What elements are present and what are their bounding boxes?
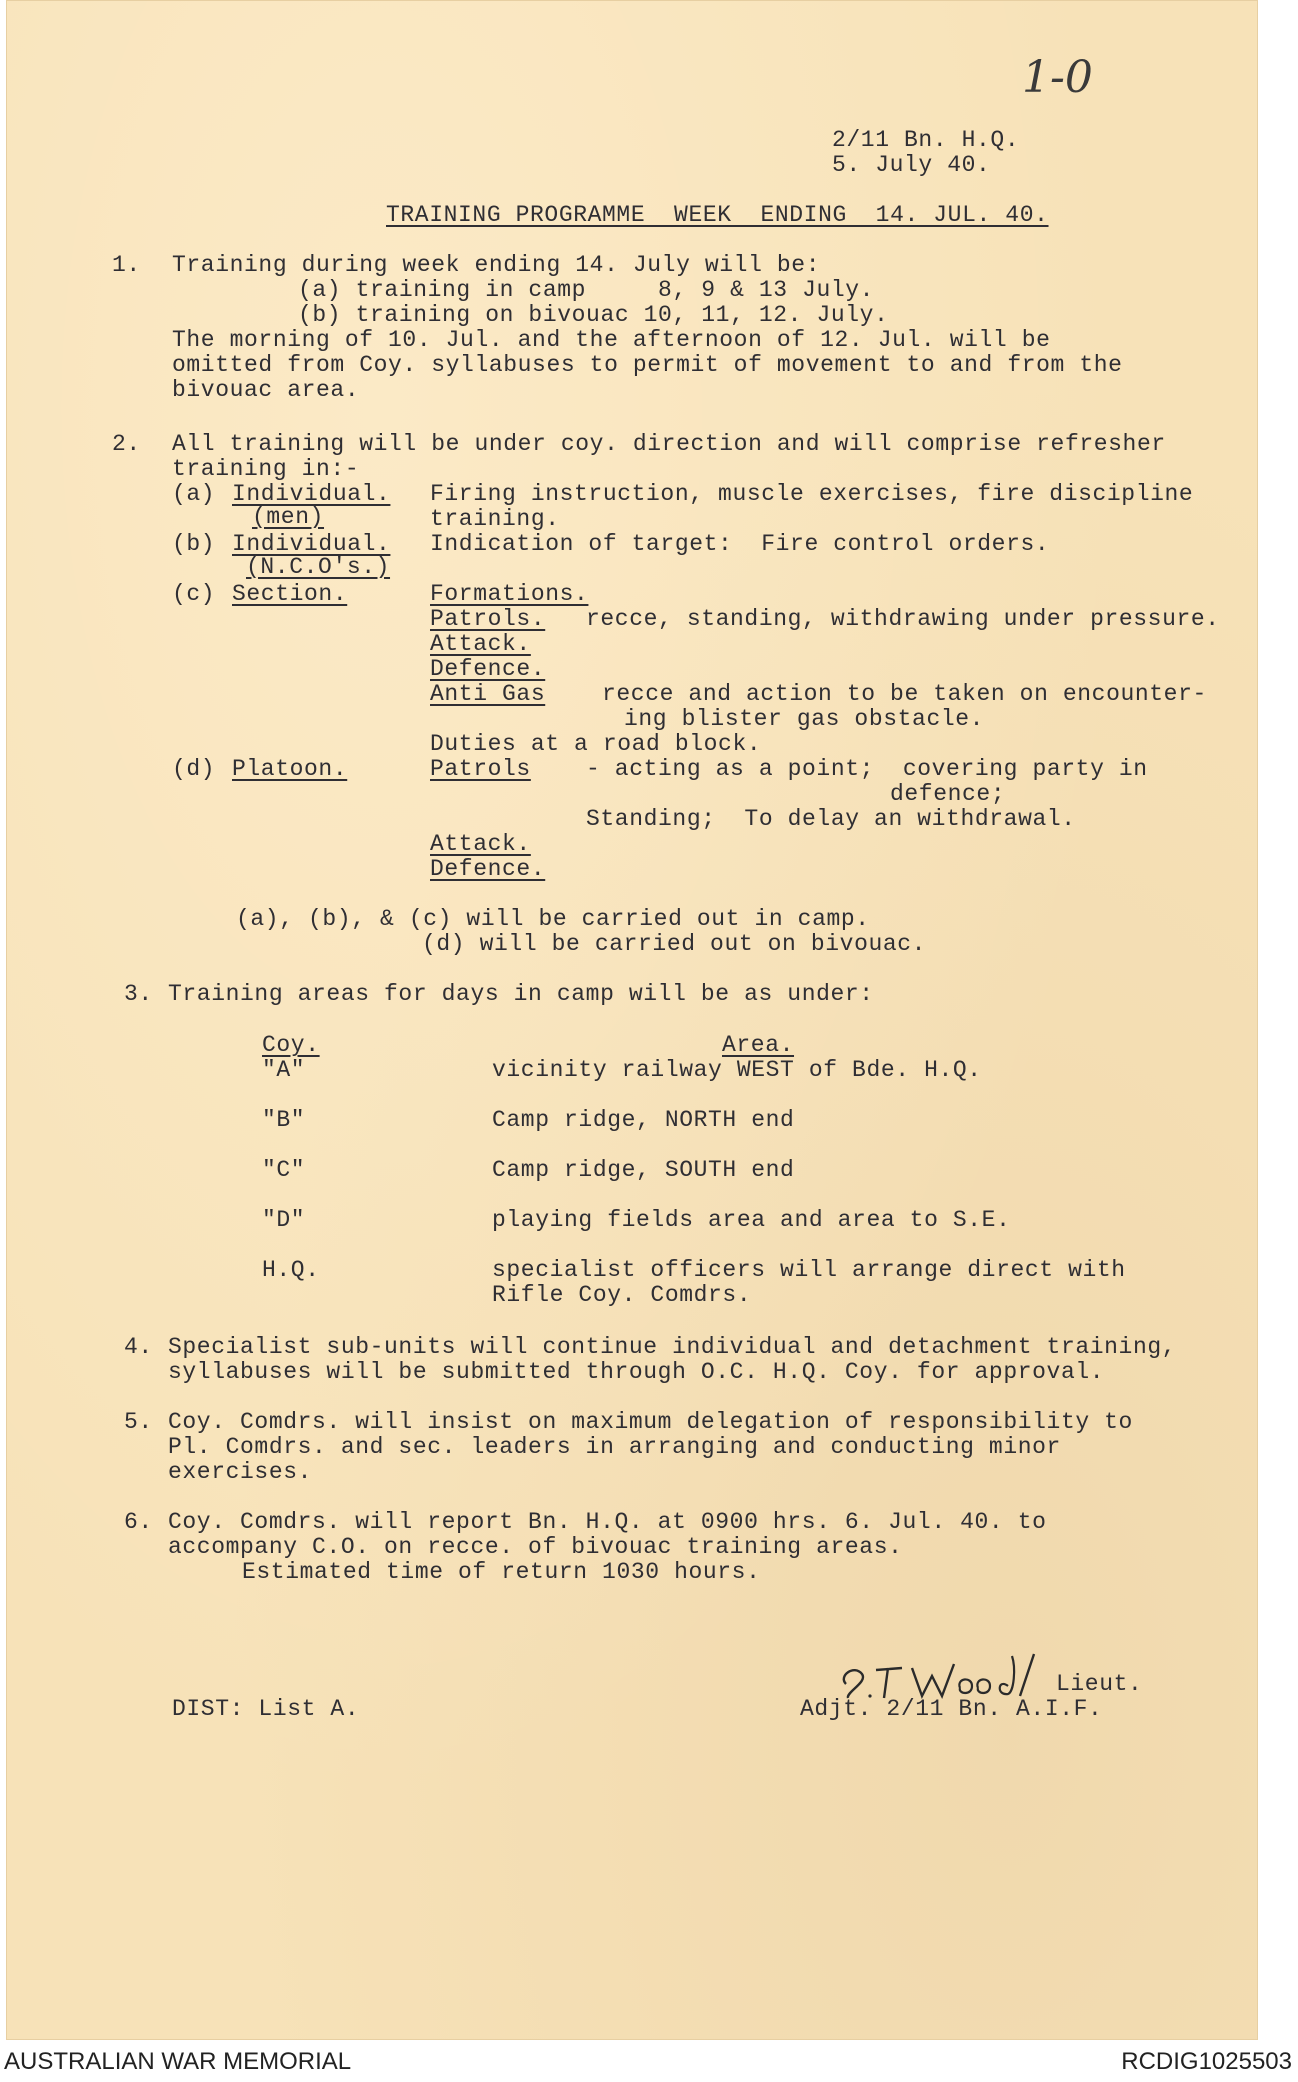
para-6-line: Coy. Comdrs. will report Bn. H.Q. at 0900 hrs. 6. Jul. 40. to [168,1509,1047,1535]
para-1-line: (a) training in camp 8, 9 & 13 July. [298,277,875,303]
document-page [6,0,1258,2040]
table-row-area: Camp ridge, NORTH end [492,1107,795,1133]
item-heading: Section. [232,581,348,607]
table-header-area: Area. [722,1032,795,1058]
item-label: (d) [172,756,216,782]
item-heading: Individual. [232,481,391,507]
para-4-line: Specialist sub-units will continue individual and detachment training, [168,1334,1177,1360]
item-text: Firing instruction, muscle exercises, fire discipline [430,481,1194,507]
table-row-coy: "D" [262,1207,306,1233]
table-row-coy: H.Q. [262,1257,320,1283]
item-label: (a) [172,481,216,507]
para-2-note: (a), (b), & (c) will be carried out in camp. [236,906,870,932]
item-subheading: Formations. [430,581,589,607]
item-subheading: Attack. [430,631,531,657]
item-text: defence; [890,781,1006,807]
para-6-line: Estimated time of return 1030 hours. [242,1559,761,1585]
para-4-line: syllabuses will be submitted through O.C. H.Q. Coy. for approval. [168,1359,1105,1385]
signatory-rank: Lieut. [1056,1671,1143,1697]
para-2-line: training in:- [172,456,360,482]
para-1-line: bivouac area. [172,377,360,403]
para-5-line: Coy. Comdrs. will insist on maximum delegation of responsibility to [168,1409,1133,1435]
item-label: (b) [172,531,216,557]
para-6-line: accompany C.O. on recce. of bivouac training areas. [168,1534,903,1560]
item-subheading: (men) [252,504,325,530]
para-5-number: 5. [124,1409,153,1435]
item-text: recce, standing, withdrawing under pressure. [586,606,1220,632]
table-row-coy: "A" [262,1057,306,1083]
table-row-area: Camp ridge, SOUTH end [492,1157,795,1183]
distribution-line: DIST: List A. [172,1696,360,1722]
para-3-line: Training areas for days in camp will be as under: [168,981,874,1007]
table-row-area: Rifle Coy. Comdrs. [492,1282,752,1308]
archive-id: RCDIG1025503 [1121,2048,1292,2075]
para-5-line: exercises. [168,1459,313,1485]
item-subheading: Defence. [430,656,546,682]
item-subheading: (N.C.O's.) [246,554,391,580]
handwritten-note: 1-0 [1022,52,1093,103]
archive-footer [0,2040,1298,2082]
para-5-line: Pl. Comdrs. and sec. leaders in arranging and conducting minor [168,1434,1061,1460]
item-text: ing blister gas obstacle. [624,706,985,732]
para-3-number: 3. [124,981,153,1007]
para-6-number: 6. [124,1509,153,1535]
para-2-note: (d) will be carried out on bivouac. [422,931,927,957]
table-header-coy: Coy. [262,1032,320,1058]
item-subheading: Anti Gas [430,681,546,707]
table-row-area: vicinity railway WEST of Bde. H.Q. [492,1057,982,1083]
para-1-number: 1. [112,252,141,278]
para-1-line: Training during week ending 14. July will be: [172,252,821,278]
table-row-coy: "B" [262,1107,306,1133]
item-text: Duties at a road block. [430,731,762,757]
page-title: TRAINING PROGRAMME WEEK ENDING 14. JUL. 40. [386,202,1049,228]
para-1-line: The morning of 10. Jul. and the afternoon of 12. Jul. will be [172,327,1051,353]
item-text: training. [430,506,560,532]
item-subheading: Attack. [430,831,531,857]
item-subheading: Patrols [430,756,531,782]
unit-heading: 2/11 Bn. H.Q. [832,127,1020,153]
item-subheading: Patrols. [430,606,546,632]
date-heading: 5. July 40. [832,152,991,178]
archive-name: AUSTRALIAN WAR MEMORIAL [4,2048,352,2075]
item-subheading: Defence. [430,856,546,882]
item-label: (c) [172,581,216,607]
table-row-area: playing fields area and area to S.E. [492,1207,1011,1233]
item-text: recce and action to be taken on encounter- [602,681,1207,707]
signatory-appointment: Adjt. 2/11 Bn. A.I.F. [800,1696,1103,1722]
para-1-line: (b) training on bivouac 10, 11, 12. July. [298,302,889,328]
table-row-area: specialist officers will arrange direct with [492,1257,1126,1283]
item-heading: Platoon. [232,756,348,782]
item-heading: Individual. [232,531,391,557]
table-row-coy: "C" [262,1157,306,1183]
para-2-line: All training will be under coy. direction and will comprise refresher [172,431,1166,457]
para-2-number: 2. [112,431,141,457]
item-text: Indication of target: Fire control orders. [430,531,1050,557]
item-text: - acting as a point; covering party in [586,756,1148,782]
para-1-line: omitted from Coy. syllabuses to permit of movement to and from the [172,352,1123,378]
item-text: Standing; To delay an withdrawal. [586,806,1076,832]
para-4-number: 4. [124,1334,153,1360]
